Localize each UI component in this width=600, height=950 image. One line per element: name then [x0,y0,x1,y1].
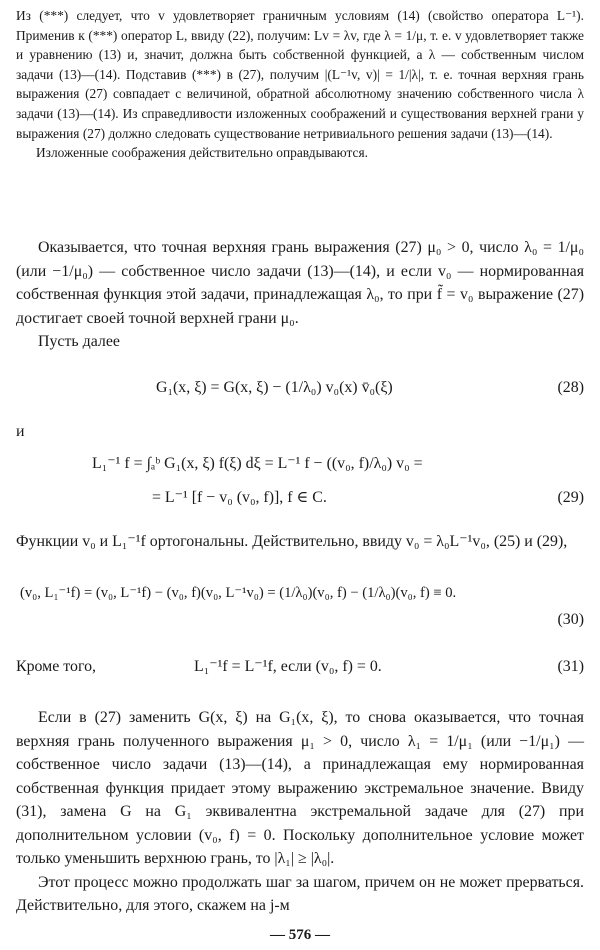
paragraph-process-continues: Этот процесс можно продолжать шаг за шагом, причем он не может прерваться. Действительно, для этого, скажем на j-м [16,873,584,914]
main-text-block-1 [16,236,584,354]
small-paragraph-1: Из (***) следует, что v удовлетворяет граничным условиям (14) (свойство оператора L⁻¹). Применив к (***) оператор L, ввиду (22), получим: Lv = λv, где λ = 1/μ, т. е. v удовлетворяет также и уравнению (13) и, значит, должна быть собственной функцией, а λ — собственным числом задачи (13)—(14). Подставив (***) в (27), получим |(L⁻¹v, v)| = 1/|λ|, т. е. точная верхняя грань выражения (27) совпадает с величиной, обратной абсолютному значению собственного числа λ задачи (13)—(14). Из справедливости изложенных соображений и существования верхней грани у выражения (27) должно следовать существование нетривиального решения задачи (13)—(14). [16,8,584,141]
word-and: и [16,423,25,440]
paragraph-let-further: Пусть далее [38,333,120,350]
equation-30-body: (v₀, L₁⁻¹f) = (v₀, L⁻¹f) − (v₀, f)(v₀, L⁻¹v₀) = (1/λ₀)(v₀, f) − (1/λ₀)(v₀, f) ≡ 0. [20,585,457,601]
small-paragraph-2: Изложенные соображения действительно оправдываются. [36,145,368,161]
small-print-block [16,6,584,163]
equation-29-line-2: = L⁻¹ [f − v₀ (v₀, f)], f ∈ C. [152,489,327,506]
equation-31-body: L₁⁻¹f = L⁻¹f, если (v₀, f) = 0. [194,658,382,675]
main-text-block-3 [16,706,584,918]
paragraph-replace-kernel: Если в (27) заменить G(x, ξ) на G₁(x, ξ), то снова оказывается, что точная верхняя грань полученного выражения μ₁ > 0, число λ₁ = 1/μ₁ (или −1/μ₁) — собственное число задачи (13)—(14), а принадлежащая ему нормированная собственная функция придает этому выражению экстремальное значение. Ввиду (31), замена G на G₁ эквивалентна экстремальной задаче для (27) при дополнительном условии (v₀, f) = 0. Поскольку дополнительное условие может только уменьшить верхнюю грань, то |λ₁| ≥ |λ₀|. [16,709,584,867]
equation-30-number: (30) [557,611,584,628]
equation-28-body: G₁(x, ξ) = G(x, ξ) − (1/λ₀) v₀(x) v̄₀(ξ) [156,379,393,396]
paragraph-upper-bound: Оказывается, что точная верхняя грань выражения (27) μ₀ > 0, число λ₀ = 1/μ₀ (или −1/μ₀) — собственное число задачи (13)—(14), и если v₀ — нормированная собственная функция этой задачи, принадлежащая λ₀, то при f̃ = v₀ выражение (27) достигает своей точной верхней грани μ₀. [16,239,584,327]
page-number: — 576 — [270,927,330,943]
equation-29-number: (29) [557,489,584,506]
paragraph-moreover: Кроме того, [16,658,96,675]
equation-29-line-1: L₁⁻¹ f = ∫ₐᵇ G₁(x, ξ) f(ξ) dξ = L⁻¹ f − ((v₀, f)/λ₀) v₀ = [92,455,423,472]
equation-31-number: (31) [557,658,584,675]
equation-28-number: (28) [557,379,584,396]
main-text-block-2 [16,530,584,554]
paragraph-orthogonal: Функции v₀ и L₁⁻¹f ортогональны. Действительно, ввиду v₀ = λ₀L⁻¹v₀, (25) и (29), [16,533,568,550]
